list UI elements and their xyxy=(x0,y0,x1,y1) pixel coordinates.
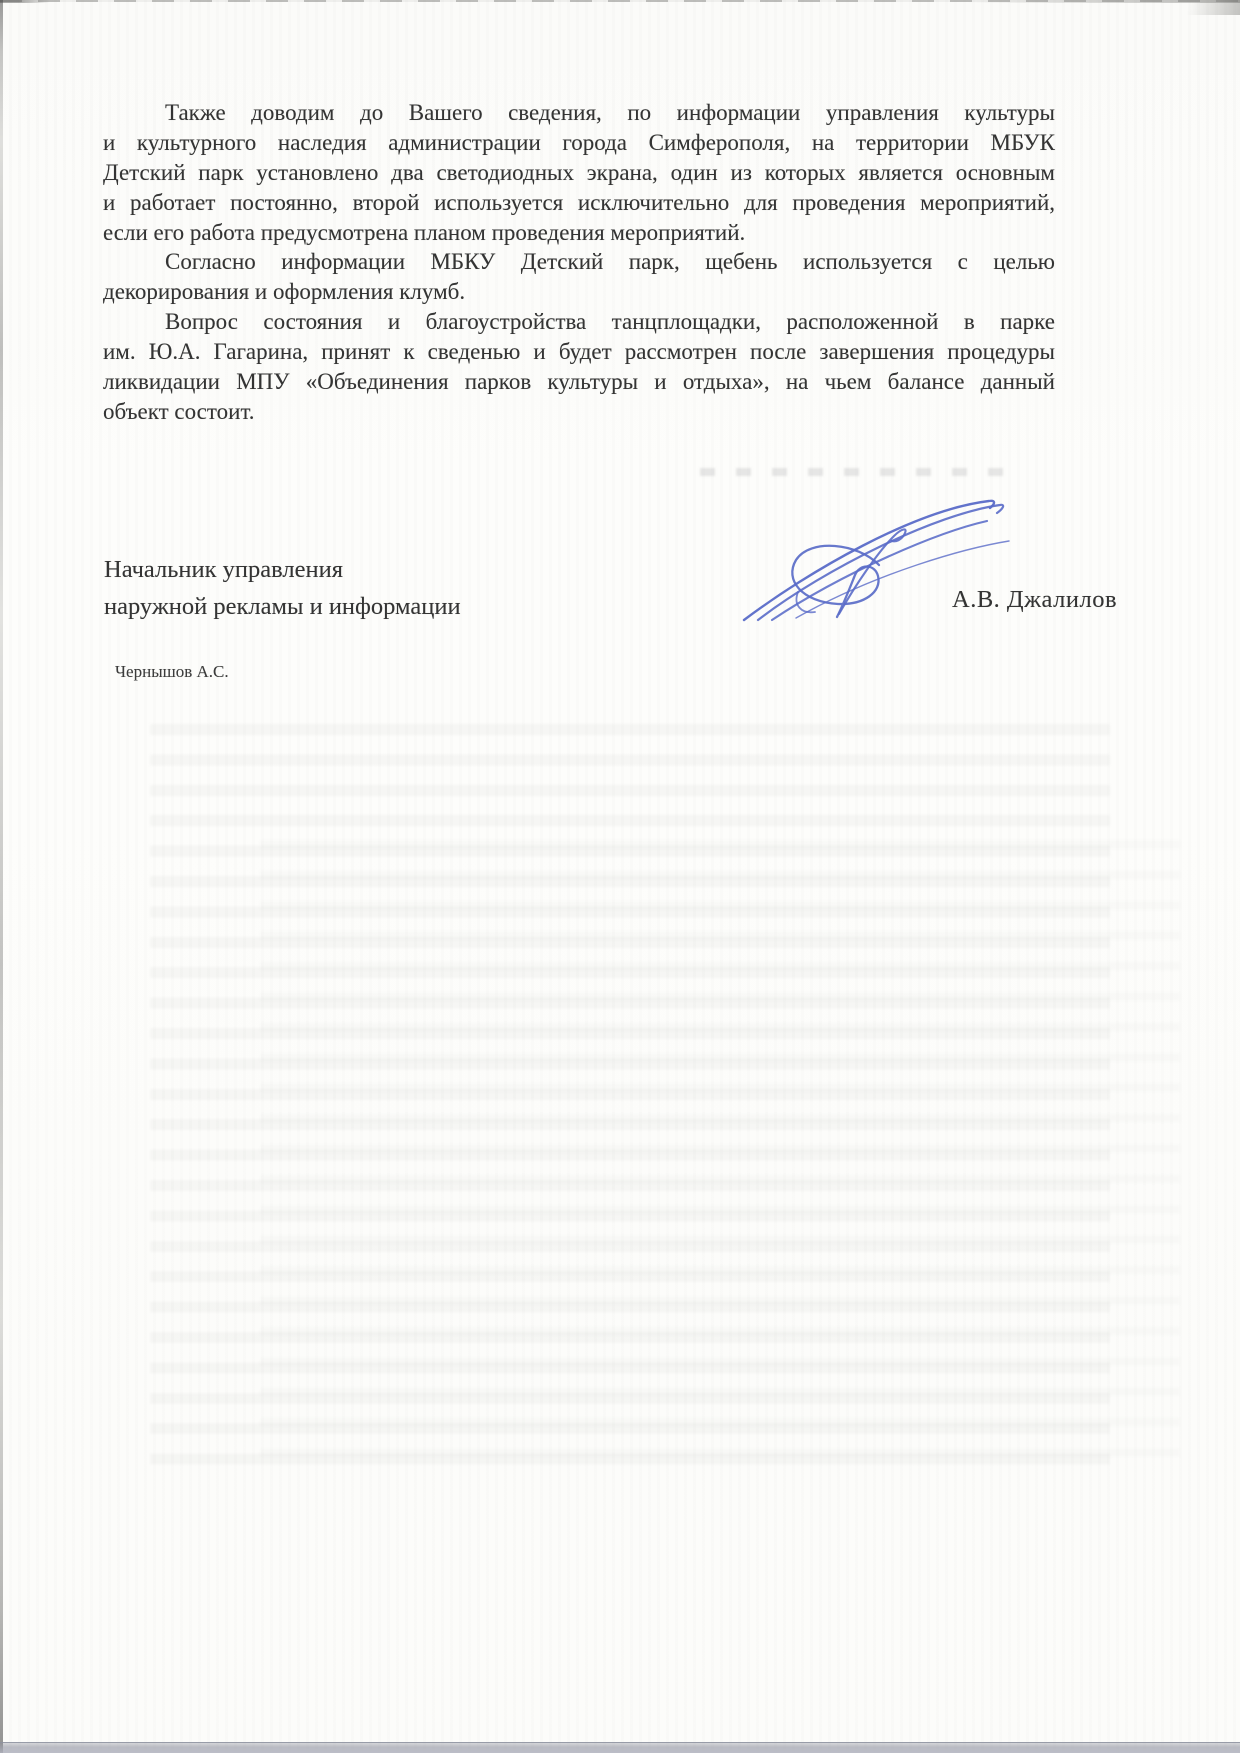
letter-line: объект состоит. xyxy=(103,398,255,424)
letter-line: им. Ю.А. Гагарина, принят к сведенью и будет рассмотрен после завершения процедуры xyxy=(103,339,1055,365)
letter-line: ликвидации МПУ «Объединения парков культуры и отдыха», на чьем балансе данный xyxy=(103,369,1055,395)
letter-line: и культурного наследия администрации города Симферополя, на территории МБУК xyxy=(103,129,1055,155)
letter-line: и работает постоянно, второй используется исключительно для проведения мероприятий, xyxy=(103,189,1055,215)
scan-artifact-bottom-edge xyxy=(0,1742,1240,1753)
letter-line: декорирования и оформления клумб. xyxy=(103,279,466,305)
letter-line: Вопрос состояния и благоустройства танцплощадки, расположенной в парке xyxy=(165,309,1055,335)
scan-artifact-left-edge xyxy=(0,0,3,1753)
signatory-title xyxy=(104,551,461,625)
signatory-title-line1: Начальник управления xyxy=(104,556,343,583)
letter-line: Согласно информации МБКУ Детский парк, щебень используется с целью xyxy=(165,249,1055,275)
letter-body xyxy=(103,98,1055,427)
signatory-title-line2: наружной рекламы и информации xyxy=(104,593,461,620)
letter-line: Детский парк установлено два светодиодных экрана, один из которых является основным xyxy=(103,159,1055,185)
bleed-through-texture xyxy=(260,840,1180,1460)
executor-name: Чернышов А.С. xyxy=(115,662,229,681)
scan-artifact-top-edge xyxy=(0,0,1240,6)
signer-name: А.В. Джалилов xyxy=(952,586,1118,613)
bleed-through-texture xyxy=(150,724,1110,1484)
letter-line: если его работа предусмотрена планом проведения мероприятий. xyxy=(103,219,746,245)
scan-artifact-top-right xyxy=(1145,0,1240,15)
letter-line: Также доводим до Вашего сведения, по информации управления культуры xyxy=(165,100,1055,125)
